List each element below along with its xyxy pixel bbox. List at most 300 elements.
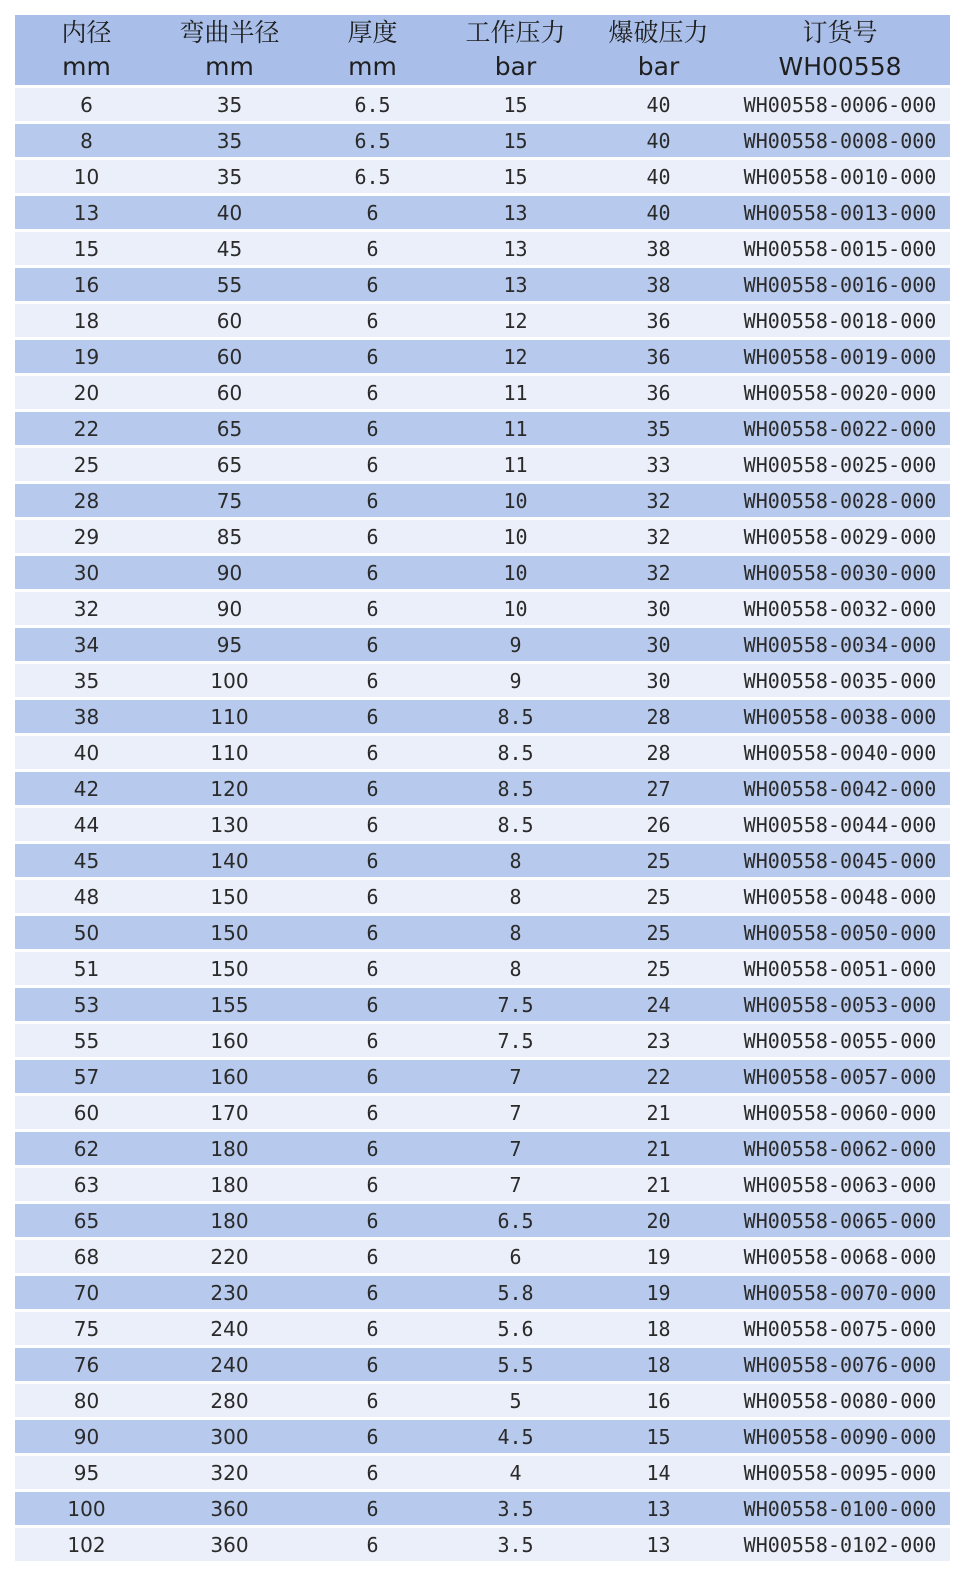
- cell-bend-radius: 160: [158, 1023, 301, 1059]
- cell-thickness: 6: [301, 915, 444, 951]
- cell-inner-diameter: 8: [15, 123, 158, 159]
- cell-thickness: 6: [301, 1455, 444, 1491]
- table-row: [15, 339, 950, 375]
- cell-bend-radius: 180: [158, 1167, 301, 1203]
- cell-burst-pressure: 27: [587, 771, 730, 807]
- cell-inner-diameter: 29: [15, 519, 158, 555]
- table-row: [15, 915, 950, 951]
- table-row: [15, 483, 950, 519]
- cell-inner-diameter: 51: [15, 951, 158, 987]
- cell-working-pressure: 13: [444, 231, 587, 267]
- cell-bend-radius: 95: [158, 627, 301, 663]
- cell-burst-pressure: 40: [587, 123, 730, 159]
- cell-thickness: 6: [301, 987, 444, 1023]
- cell-inner-diameter: 50: [15, 915, 158, 951]
- header-unit: mm: [205, 52, 254, 81]
- cell-working-pressure: 5.8: [444, 1275, 587, 1311]
- table-row: [15, 555, 950, 591]
- cell-working-pressure: 13: [444, 267, 587, 303]
- cell-inner-diameter: 40: [15, 735, 158, 771]
- cell-thickness: 6: [301, 1059, 444, 1095]
- cell-bend-radius: 90: [158, 555, 301, 591]
- cell-bend-radius: 150: [158, 951, 301, 987]
- cell-bend-radius: 150: [158, 879, 301, 915]
- table-row: [15, 1311, 950, 1347]
- cell-inner-diameter: 45: [15, 843, 158, 879]
- header-burst-pressure: [587, 15, 730, 87]
- table-row: [15, 267, 950, 303]
- cell-order-number: WH00558-0019-000: [730, 339, 950, 375]
- cell-bend-radius: 65: [158, 447, 301, 483]
- cell-thickness: 6: [301, 1527, 444, 1562]
- cell-order-number: WH00558-0095-000: [730, 1455, 950, 1491]
- spec-table: [15, 15, 950, 1561]
- cell-bend-radius: 60: [158, 303, 301, 339]
- cell-working-pressure: 3.5: [444, 1491, 587, 1527]
- cell-inner-diameter: 19: [15, 339, 158, 375]
- cell-order-number: WH00558-0065-000: [730, 1203, 950, 1239]
- cell-working-pressure: 5.6: [444, 1311, 587, 1347]
- header-inner-diameter: [15, 15, 158, 87]
- cell-thickness: 6: [301, 303, 444, 339]
- cell-burst-pressure: 36: [587, 339, 730, 375]
- header-row: [15, 15, 950, 87]
- header-order-number: [730, 15, 950, 87]
- cell-burst-pressure: 25: [587, 951, 730, 987]
- cell-order-number: WH00558-0006-000: [730, 87, 950, 123]
- table-row: [15, 1131, 950, 1167]
- table-row: [15, 1095, 950, 1131]
- cell-inner-diameter: 22: [15, 411, 158, 447]
- header-unit: bar: [494, 52, 537, 81]
- cell-bend-radius: 360: [158, 1527, 301, 1562]
- cell-working-pressure: 12: [444, 303, 587, 339]
- cell-order-number: WH00558-0102-000: [730, 1527, 950, 1562]
- cell-working-pressure: 4: [444, 1455, 587, 1491]
- cell-burst-pressure: 38: [587, 267, 730, 303]
- cell-thickness: 6: [301, 735, 444, 771]
- cell-bend-radius: 180: [158, 1131, 301, 1167]
- cell-bend-radius: 35: [158, 87, 301, 123]
- cell-order-number: WH00558-0062-000: [730, 1131, 950, 1167]
- cell-burst-pressure: 21: [587, 1131, 730, 1167]
- header-unit: WH00558: [778, 52, 902, 81]
- cell-bend-radius: 300: [158, 1419, 301, 1455]
- cell-working-pressure: 11: [444, 411, 587, 447]
- cell-inner-diameter: 13: [15, 195, 158, 231]
- cell-burst-pressure: 15: [587, 1419, 730, 1455]
- cell-burst-pressure: 40: [587, 159, 730, 195]
- cell-bend-radius: 120: [158, 771, 301, 807]
- table-row: [15, 1455, 950, 1491]
- table-row: [15, 1023, 950, 1059]
- table-row: [15, 195, 950, 231]
- cell-bend-radius: 85: [158, 519, 301, 555]
- cell-bend-radius: 160: [158, 1059, 301, 1095]
- table-row: [15, 123, 950, 159]
- cell-order-number: WH00558-0051-000: [730, 951, 950, 987]
- cell-order-number: WH00558-0013-000: [730, 195, 950, 231]
- cell-burst-pressure: 13: [587, 1527, 730, 1562]
- table-row: [15, 987, 950, 1023]
- cell-burst-pressure: 30: [587, 591, 730, 627]
- cell-thickness: 6: [301, 1275, 444, 1311]
- cell-inner-diameter: 44: [15, 807, 158, 843]
- header-unit: mm: [348, 52, 397, 81]
- cell-working-pressure: 7.5: [444, 1023, 587, 1059]
- cell-bend-radius: 320: [158, 1455, 301, 1491]
- cell-burst-pressure: 35: [587, 411, 730, 447]
- cell-bend-radius: 130: [158, 807, 301, 843]
- cell-bend-radius: 240: [158, 1311, 301, 1347]
- cell-inner-diameter: 30: [15, 555, 158, 591]
- cell-bend-radius: 45: [158, 231, 301, 267]
- cell-order-number: WH00558-0057-000: [730, 1059, 950, 1095]
- cell-inner-diameter: 32: [15, 591, 158, 627]
- cell-bend-radius: 140: [158, 843, 301, 879]
- cell-order-number: WH00558-0016-000: [730, 267, 950, 303]
- cell-inner-diameter: 34: [15, 627, 158, 663]
- cell-working-pressure: 9: [444, 627, 587, 663]
- cell-inner-diameter: 68: [15, 1239, 158, 1275]
- cell-burst-pressure: 32: [587, 483, 730, 519]
- cell-inner-diameter: 6: [15, 87, 158, 123]
- cell-bend-radius: 60: [158, 339, 301, 375]
- cell-thickness: 6: [301, 1419, 444, 1455]
- cell-working-pressure: 10: [444, 591, 587, 627]
- cell-working-pressure: 15: [444, 159, 587, 195]
- cell-burst-pressure: 36: [587, 303, 730, 339]
- cell-inner-diameter: 16: [15, 267, 158, 303]
- cell-burst-pressure: 18: [587, 1347, 730, 1383]
- cell-order-number: WH00558-0053-000: [730, 987, 950, 1023]
- cell-inner-diameter: 76: [15, 1347, 158, 1383]
- cell-working-pressure: 4.5: [444, 1419, 587, 1455]
- cell-thickness: 6: [301, 807, 444, 843]
- cell-thickness: 6: [301, 1239, 444, 1275]
- cell-burst-pressure: 18: [587, 1311, 730, 1347]
- cell-working-pressure: 7: [444, 1167, 587, 1203]
- cell-order-number: WH00558-0048-000: [730, 879, 950, 915]
- cell-inner-diameter: 100: [15, 1491, 158, 1527]
- table-header: [15, 15, 950, 87]
- cell-order-number: WH00558-0035-000: [730, 663, 950, 699]
- cell-burst-pressure: 25: [587, 915, 730, 951]
- cell-inner-diameter: 10: [15, 159, 158, 195]
- cell-burst-pressure: 40: [587, 87, 730, 123]
- cell-thickness: 6: [301, 1491, 444, 1527]
- table-row: [15, 591, 950, 627]
- header-label: 内径: [61, 18, 112, 47]
- cell-thickness: 6: [301, 447, 444, 483]
- cell-bend-radius: 100: [158, 663, 301, 699]
- cell-thickness: 6: [301, 519, 444, 555]
- cell-order-number: WH00558-0038-000: [730, 699, 950, 735]
- cell-bend-radius: 220: [158, 1239, 301, 1275]
- table-row: [15, 303, 950, 339]
- cell-order-number: WH00558-0040-000: [730, 735, 950, 771]
- cell-burst-pressure: 32: [587, 519, 730, 555]
- cell-order-number: WH00558-0076-000: [730, 1347, 950, 1383]
- cell-order-number: WH00558-0034-000: [730, 627, 950, 663]
- spec-table-container: [15, 15, 950, 1561]
- cell-bend-radius: 180: [158, 1203, 301, 1239]
- cell-inner-diameter: 70: [15, 1275, 158, 1311]
- cell-thickness: 6.5: [301, 159, 444, 195]
- cell-thickness: 6: [301, 771, 444, 807]
- cell-order-number: WH00558-0070-000: [730, 1275, 950, 1311]
- cell-burst-pressure: 19: [587, 1275, 730, 1311]
- cell-order-number: WH00558-0045-000: [730, 843, 950, 879]
- cell-inner-diameter: 35: [15, 663, 158, 699]
- cell-working-pressure: 9: [444, 663, 587, 699]
- table-row: [15, 1239, 950, 1275]
- cell-order-number: WH00558-0042-000: [730, 771, 950, 807]
- cell-working-pressure: 11: [444, 375, 587, 411]
- cell-inner-diameter: 53: [15, 987, 158, 1023]
- cell-bend-radius: 155: [158, 987, 301, 1023]
- cell-inner-diameter: 65: [15, 1203, 158, 1239]
- cell-working-pressure: 10: [444, 555, 587, 591]
- cell-burst-pressure: 38: [587, 231, 730, 267]
- cell-thickness: 6: [301, 879, 444, 915]
- cell-burst-pressure: 16: [587, 1383, 730, 1419]
- cell-thickness: 6: [301, 951, 444, 987]
- cell-thickness: 6: [301, 1383, 444, 1419]
- cell-thickness: 6: [301, 591, 444, 627]
- cell-burst-pressure: 28: [587, 699, 730, 735]
- table-row: [15, 159, 950, 195]
- cell-order-number: WH00558-0050-000: [730, 915, 950, 951]
- cell-burst-pressure: 25: [587, 879, 730, 915]
- table-row: [15, 1203, 950, 1239]
- cell-bend-radius: 360: [158, 1491, 301, 1527]
- cell-order-number: WH00558-0015-000: [730, 231, 950, 267]
- cell-bend-radius: 170: [158, 1095, 301, 1131]
- header-working-pressure: [444, 15, 587, 87]
- table-row: [15, 1059, 950, 1095]
- cell-working-pressure: 5: [444, 1383, 587, 1419]
- cell-thickness: 6: [301, 195, 444, 231]
- cell-burst-pressure: 23: [587, 1023, 730, 1059]
- cell-inner-diameter: 95: [15, 1455, 158, 1491]
- cell-order-number: WH00558-0018-000: [730, 303, 950, 339]
- cell-bend-radius: 90: [158, 591, 301, 627]
- cell-burst-pressure: 36: [587, 375, 730, 411]
- cell-inner-diameter: 60: [15, 1095, 158, 1131]
- cell-inner-diameter: 20: [15, 375, 158, 411]
- cell-burst-pressure: 21: [587, 1167, 730, 1203]
- cell-bend-radius: 40: [158, 195, 301, 231]
- table-body: [15, 87, 950, 1562]
- cell-bend-radius: 110: [158, 699, 301, 735]
- cell-inner-diameter: 48: [15, 879, 158, 915]
- cell-working-pressure: 8: [444, 951, 587, 987]
- cell-working-pressure: 13: [444, 195, 587, 231]
- cell-order-number: WH00558-0090-000: [730, 1419, 950, 1455]
- cell-thickness: 6: [301, 1095, 444, 1131]
- cell-burst-pressure: 13: [587, 1491, 730, 1527]
- cell-working-pressure: 3.5: [444, 1527, 587, 1562]
- cell-burst-pressure: 25: [587, 843, 730, 879]
- cell-working-pressure: 5.5: [444, 1347, 587, 1383]
- cell-order-number: WH00558-0055-000: [730, 1023, 950, 1059]
- cell-working-pressure: 11: [444, 447, 587, 483]
- cell-working-pressure: 8.5: [444, 807, 587, 843]
- table-row: [15, 843, 950, 879]
- cell-inner-diameter: 75: [15, 1311, 158, 1347]
- cell-order-number: WH00558-0044-000: [730, 807, 950, 843]
- cell-thickness: 6: [301, 411, 444, 447]
- cell-thickness: 6: [301, 267, 444, 303]
- cell-bend-radius: 35: [158, 123, 301, 159]
- table-row: [15, 1491, 950, 1527]
- cell-thickness: 6: [301, 1203, 444, 1239]
- cell-bend-radius: 75: [158, 483, 301, 519]
- cell-burst-pressure: 14: [587, 1455, 730, 1491]
- cell-working-pressure: 15: [444, 87, 587, 123]
- cell-thickness: 6: [301, 1167, 444, 1203]
- table-row: [15, 951, 950, 987]
- cell-order-number: WH00558-0022-000: [730, 411, 950, 447]
- cell-working-pressure: 10: [444, 519, 587, 555]
- cell-inner-diameter: 90: [15, 1419, 158, 1455]
- cell-burst-pressure: 21: [587, 1095, 730, 1131]
- cell-working-pressure: 7.5: [444, 987, 587, 1023]
- table-row: [15, 375, 950, 411]
- cell-bend-radius: 35: [158, 159, 301, 195]
- table-row: [15, 879, 950, 915]
- cell-working-pressure: 8.5: [444, 735, 587, 771]
- cell-order-number: WH00558-0068-000: [730, 1239, 950, 1275]
- cell-order-number: WH00558-0008-000: [730, 123, 950, 159]
- table-row: [15, 771, 950, 807]
- table-row: [15, 1527, 950, 1562]
- cell-inner-diameter: 42: [15, 771, 158, 807]
- cell-burst-pressure: 24: [587, 987, 730, 1023]
- cell-thickness: 6: [301, 1311, 444, 1347]
- cell-bend-radius: 60: [158, 375, 301, 411]
- table-row: [15, 87, 950, 123]
- cell-bend-radius: 55: [158, 267, 301, 303]
- cell-inner-diameter: 102: [15, 1527, 158, 1562]
- header-label: 工作压力: [465, 18, 566, 47]
- cell-inner-diameter: 80: [15, 1383, 158, 1419]
- cell-order-number: WH00558-0032-000: [730, 591, 950, 627]
- table-row: [15, 1275, 950, 1311]
- table-row: [15, 519, 950, 555]
- cell-inner-diameter: 57: [15, 1059, 158, 1095]
- cell-order-number: WH00558-0010-000: [730, 159, 950, 195]
- cell-thickness: 6: [301, 375, 444, 411]
- cell-working-pressure: 12: [444, 339, 587, 375]
- cell-thickness: 6: [301, 627, 444, 663]
- cell-working-pressure: 7: [444, 1095, 587, 1131]
- cell-thickness: 6: [301, 1023, 444, 1059]
- header-label: 爆破压力: [608, 18, 709, 47]
- cell-working-pressure: 15: [444, 123, 587, 159]
- cell-thickness: 6: [301, 483, 444, 519]
- table-row: [15, 627, 950, 663]
- cell-order-number: WH00558-0075-000: [730, 1311, 950, 1347]
- cell-bend-radius: 65: [158, 411, 301, 447]
- cell-inner-diameter: 55: [15, 1023, 158, 1059]
- cell-burst-pressure: 26: [587, 807, 730, 843]
- table-row: [15, 1167, 950, 1203]
- cell-burst-pressure: 33: [587, 447, 730, 483]
- header-unit: bar: [637, 52, 680, 81]
- cell-bend-radius: 110: [158, 735, 301, 771]
- header-unit: mm: [62, 52, 111, 81]
- cell-burst-pressure: 19: [587, 1239, 730, 1275]
- table-row: [15, 663, 950, 699]
- cell-working-pressure: 6: [444, 1239, 587, 1275]
- cell-working-pressure: 8: [444, 843, 587, 879]
- cell-working-pressure: 7: [444, 1059, 587, 1095]
- header-label: 弯曲半径: [179, 18, 280, 47]
- cell-order-number: WH00558-0028-000: [730, 483, 950, 519]
- cell-order-number: WH00558-0025-000: [730, 447, 950, 483]
- cell-bend-radius: 240: [158, 1347, 301, 1383]
- cell-working-pressure: 10: [444, 483, 587, 519]
- cell-thickness: 6: [301, 843, 444, 879]
- cell-bend-radius: 280: [158, 1383, 301, 1419]
- cell-thickness: 6: [301, 1347, 444, 1383]
- table-row: [15, 1383, 950, 1419]
- cell-thickness: 6: [301, 231, 444, 267]
- cell-thickness: 6: [301, 663, 444, 699]
- header-label: 厚度: [347, 18, 398, 47]
- cell-working-pressure: 8: [444, 879, 587, 915]
- table-row: [15, 807, 950, 843]
- cell-thickness: 6: [301, 699, 444, 735]
- cell-working-pressure: 6.5: [444, 1203, 587, 1239]
- cell-order-number: WH00558-0100-000: [730, 1491, 950, 1527]
- table-row: [15, 735, 950, 771]
- cell-burst-pressure: 20: [587, 1203, 730, 1239]
- cell-inner-diameter: 63: [15, 1167, 158, 1203]
- cell-inner-diameter: 15: [15, 231, 158, 267]
- table-row: [15, 447, 950, 483]
- cell-thickness: 6: [301, 555, 444, 591]
- header-bend-radius: [158, 15, 301, 87]
- cell-burst-pressure: 32: [587, 555, 730, 591]
- cell-burst-pressure: 28: [587, 735, 730, 771]
- table-row: [15, 1419, 950, 1455]
- cell-inner-diameter: 18: [15, 303, 158, 339]
- header-label: 订货号: [802, 18, 878, 47]
- cell-inner-diameter: 62: [15, 1131, 158, 1167]
- cell-thickness: 6.5: [301, 87, 444, 123]
- table-row: [15, 1347, 950, 1383]
- cell-burst-pressure: 30: [587, 627, 730, 663]
- cell-bend-radius: 150: [158, 915, 301, 951]
- cell-order-number: WH00558-0063-000: [730, 1167, 950, 1203]
- cell-burst-pressure: 22: [587, 1059, 730, 1095]
- cell-working-pressure: 8: [444, 915, 587, 951]
- cell-order-number: WH00558-0029-000: [730, 519, 950, 555]
- cell-thickness: 6: [301, 339, 444, 375]
- table-row: [15, 699, 950, 735]
- cell-thickness: 6: [301, 1131, 444, 1167]
- cell-working-pressure: 7: [444, 1131, 587, 1167]
- cell-order-number: WH00558-0060-000: [730, 1095, 950, 1131]
- cell-working-pressure: 8.5: [444, 699, 587, 735]
- cell-thickness: 6.5: [301, 123, 444, 159]
- cell-bend-radius: 230: [158, 1275, 301, 1311]
- cell-inner-diameter: 25: [15, 447, 158, 483]
- table-row: [15, 231, 950, 267]
